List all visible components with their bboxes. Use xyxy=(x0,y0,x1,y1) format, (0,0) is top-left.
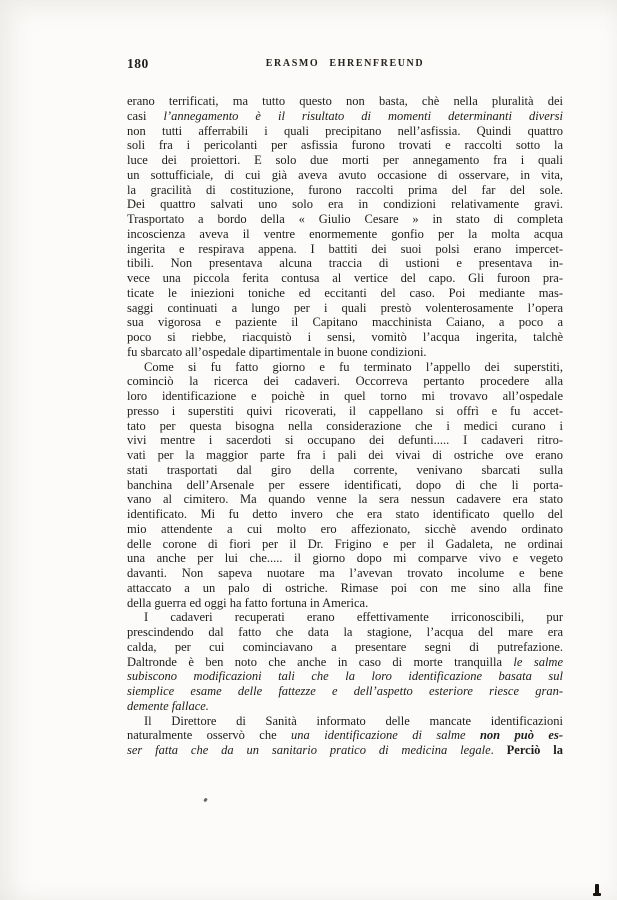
text-line: soli fra i pericolanti per asfissia furono trovati e raccolti sotto la xyxy=(127,138,563,153)
text-line: fu sbarcato all’ospedale dipartimentale in buone condizioni. xyxy=(127,344,427,359)
text-line: ser fatta che da un sanitario pratico di medicina legale. Perciò la xyxy=(127,743,564,757)
text-line: vano al cimitero. Ma quando venne la sera nessun cadavere era stato xyxy=(127,492,563,507)
text-line: Trasportato a bordo della « Giulio Cesare » in stato di completa xyxy=(127,212,563,226)
text-line: presso i superstiti quivi ricoverati, il cappellano si offrì e fu accet- xyxy=(127,403,563,418)
text-line: luce dei proiettori. E solo due morti per annegamento fra i quali xyxy=(127,153,563,167)
text-line: mio attendente a cui molto ero affezionato, sicchè avendo ordinato xyxy=(127,521,563,536)
page-number: 180 xyxy=(127,56,149,71)
text-line: delle corone di fiori per il Dr. Frigino e per il Gadaleta, ne ordinai xyxy=(127,536,563,551)
running-header-title: ERASMO EHRENFREUND xyxy=(265,58,425,69)
text-line: vati per la maggior parte fra i pali dei vivai di ostriche ove erano xyxy=(127,448,563,462)
text-line: poco si riebbe, riacquistò i sensi, vomitò l’acqua ingerita, talchè xyxy=(127,330,563,344)
text-line: saggi continuati a lungo per i quali prestò volenterosamente l’opera xyxy=(127,300,563,315)
text-line: non tutti afferrabili i quali precipitano nell’asfissia. Quindi quattro xyxy=(127,123,563,138)
text-line: erano terrificati, ma tutto questo non basta, chè nella pluralità dei xyxy=(127,94,563,108)
text-line: attaccato a un palo di ostriche. Rimase poi con me sino alla fine xyxy=(127,580,563,595)
text-line: una anche per lui che..... il giorno dopo mi comparve vivo e vegeto xyxy=(127,551,563,566)
text-line: identificato. Mi fu detto invero che era stato identificato quello del xyxy=(127,507,563,521)
text-line: ticate le iniezioni toniche ed eccitanti del caso. Poi mediante mas- xyxy=(127,285,563,300)
text-line: tato per questa bisogna nella considerazione che i medici curano i xyxy=(127,418,563,433)
text-line: banchina dell’Arsenale per essere identificati, dopo di che li porta- xyxy=(127,477,563,492)
text-line: demente fallace. xyxy=(127,698,209,713)
text-line: stati trasportati dal giro della corrente, venivano sbarcati sulla xyxy=(127,462,563,477)
text-line: un sottufficiale, di cui già aveva avuto occasione di osservare, in vita, xyxy=(127,167,563,182)
text-line: tibili. Non presentava alcuna traccia di ustioni e presentava in- xyxy=(127,256,563,271)
text-line: Come si fu fatto giorno e fu terminato l’appello dei superstiti, xyxy=(144,359,563,374)
text-line: casi l’annegamento è il risultato di momenti determinanti diversi xyxy=(127,108,563,123)
text-line: Il Direttore di Sanità informato delle mancate identificazioni xyxy=(144,713,563,728)
running-head xyxy=(127,56,563,74)
text-line: ingerita e respirava appena. I battiti dei suoi polsi erano impercet- xyxy=(127,241,563,256)
text-line: calda, per cui cominciavano a presentare segni di putrefazione. xyxy=(127,639,563,654)
text-line: prescindendo dal fatto che data la stagione, l’acqua del mare era xyxy=(127,625,563,639)
text-line: vece una piccola ferita contusa al vertice del capo. Gli furoon pra- xyxy=(127,271,563,285)
text-line: loro identificazione e poichè in quel torno mi trovavo all’ospedale xyxy=(127,389,563,403)
text-line: la gracilità di costituzione, furono raccolti prima del far del sole. xyxy=(127,182,563,197)
text-line: siemplice esame delle fattezze e dell’aspetto esteriore riesce gran- xyxy=(127,684,563,698)
text-line: vivi mentre i sacerdoti si occupano dei defunti..... I cadaveri ritro- xyxy=(127,433,563,448)
ink-speck xyxy=(203,798,208,803)
ink-blot xyxy=(595,884,599,896)
text-line: subiscono modificazioni tali che la loro identificazione basata sul xyxy=(127,669,563,684)
text-line: Daltronde è ben noto che anche in caso di morte tranquilla le salme xyxy=(127,654,563,669)
text-line: sua vigorosa e paziente il Capitano macchinista Caiano, a poco a xyxy=(127,315,563,330)
text-line: davanti. Non sapeva nuotare ma l’avevan trovato incolume e bene xyxy=(127,566,563,580)
text-line: I cadaveri recuperati erano effettivamente irriconoscibili, pur xyxy=(144,610,563,625)
text-line: cominciò la ricerca dei cadaveri. Occorreva pertanto procedere alla xyxy=(127,374,563,389)
text-line: Dei quattro salvati uno solo era in condizioni relativamente gravi. xyxy=(127,197,563,212)
text-line: naturalmente osservò che una identificazione di salme non può es- xyxy=(127,728,563,743)
text-line: incoscienza aveva il ventre enormemente gonfio per la molta acqua xyxy=(127,226,563,241)
text-line: della guerra ed oggi ha fatto fortuna in America. xyxy=(127,595,369,610)
text-block xyxy=(127,94,563,758)
